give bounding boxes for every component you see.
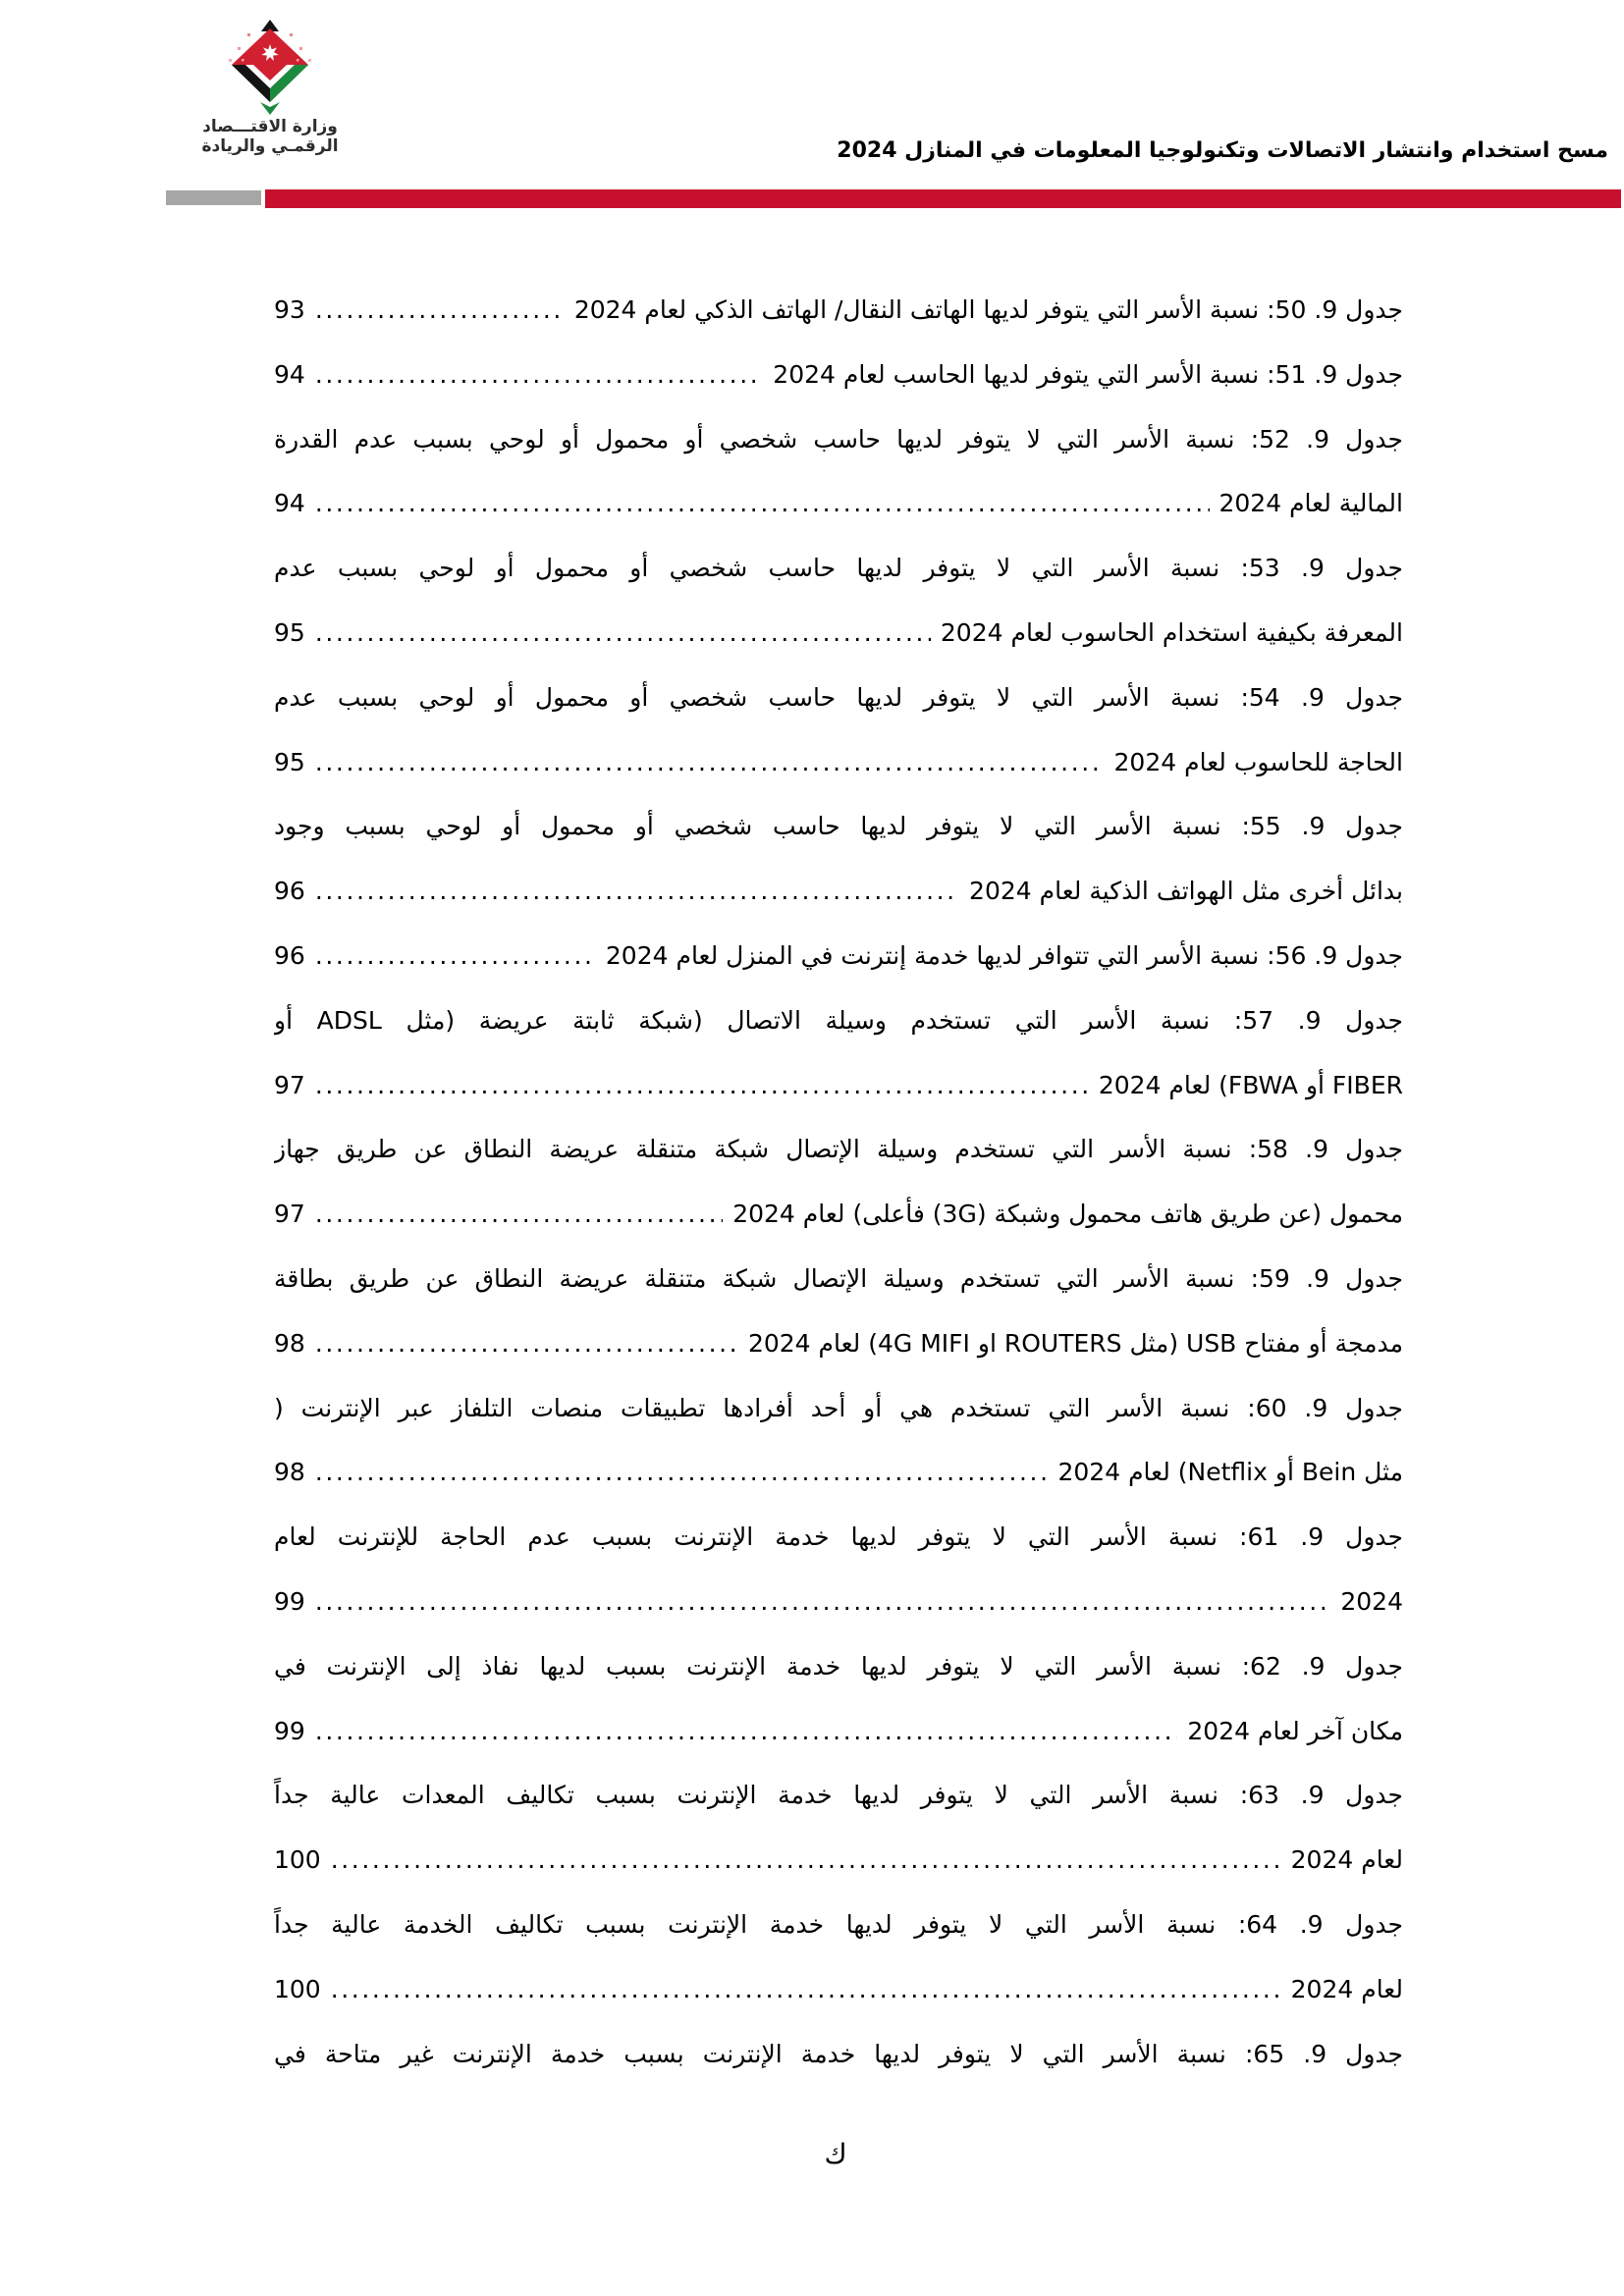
toc-entry-line [274,1182,1403,1247]
toc-page-number: 98 [274,1328,305,1358]
toc-entry-title: جدول 9. 53: نسبة الأسر التي لا يتوفر لديها حاسب شخصي أو محمول أو لوحي بسبب عدم [274,554,1403,583]
toc-entry-title-cont: بدائل أخرى مثل الهواتف الذكية لعام 2024 [969,877,1403,906]
toc-entry-title: جدول 9. 60: نسبة الأسر التي تستخدم هي أو أحد أفرادها تطبيقات منصات التلفاز عبر الإنترنت ( [274,1393,1403,1422]
toc-entry-title: جدول 9. 51: نسبة الأسر التي يتوفر لديها الحاسب لعام 2024 [773,359,1403,389]
toc-entry-title-cont: 2024 [1340,1586,1403,1616]
toc-page-number: 93 [274,295,305,324]
dot-leader [315,1699,1178,1764]
dot-leader [315,471,1210,536]
toc-entry[interactable] [274,407,1403,537]
toc-page-number: 98 [274,1458,305,1487]
toc-entry[interactable] [274,1247,1403,1376]
dot-leader [315,278,565,343]
toc-entry-line [274,1957,1403,2022]
ministry-emblem-icon [228,20,312,116]
toc-entry-line [274,1311,1403,1376]
toc-entry-title: جدول 9. 64: نسبة الأسر التي لا يتوفر لديها خدمة الإنترنت بسبب تكاليف الخدمة عالية جداً [274,1909,1403,1939]
toc-entry-line [274,343,1403,407]
toc-page-number: 97 [274,1200,305,1229]
toc-entry-line [274,278,1403,343]
dot-leader [315,1053,1089,1118]
toc-page-number: 96 [274,877,305,906]
dot-leader [315,1570,1331,1634]
toc-page-number: 96 [274,940,305,970]
toc-entry[interactable] [274,666,1403,795]
toc-entry[interactable] [274,1763,1403,1893]
toc-entry-title: جدول 9. 55: نسبة الأسر التي لا يتوفر لديها حاسب شخصي أو محمول أو لوحي بسبب وجود [274,812,1403,841]
toc-page-number: 99 [274,1586,305,1616]
toc-entry-title: جدول 9. 59: نسبة الأسر التي تستخدم وسيلة الإتصال شبكة متنقلة عريضة النطاق عن طريق بطاقة [274,1263,1403,1293]
toc-entry-title: جدول 9. 58: نسبة الأسر التي تستخدم وسيلة الإتصال شبكة متنقلة عريضة النطاق عن طريق جهاز [274,1135,1403,1164]
toc-entry-line [274,924,1403,988]
dot-leader [331,1957,1281,2022]
toc-page-number: 100 [274,1974,321,2003]
toc-page-number: 95 [274,747,305,776]
toc-entry-title: جدول 9. 54: نسبة الأسر التي لا يتوفر لديها حاسب شخصي أو محمول أو لوحي بسبب عدم [274,682,1403,712]
toc-entry[interactable] [274,1634,1403,1764]
toc-entry[interactable] [274,278,1403,343]
dot-leader [315,601,931,666]
table-of-contents [274,278,1403,2086]
toc-page-number: 97 [274,1070,305,1099]
toc-entry-title-cont: FIBER أو FBWA) لعام 2024 [1098,1070,1403,1099]
toc-entry-line [274,1699,1403,1764]
toc-entry-title: جدول 9. 62: نسبة الأسر التي لا يتوفر لديها خدمة الإنترنت بسبب لديها نفاذ إلى الإنترنت في [274,1651,1403,1681]
toc-entry-title-cont: مثل Bein أو Netflix) لعام 2024 [1057,1458,1403,1487]
toc-page-number: 99 [274,1716,305,1745]
dot-leader [315,924,596,988]
toc-entry-title-cont: الحاجة للحاسوب لعام 2024 [1113,747,1403,776]
document-title: مسح استخدام وانتشار الاتصالات وتكنولوجيا المعلومات في المنازل 2024 [837,138,1608,163]
dot-leader [315,1311,738,1376]
toc-entry-title: جدول 9. 63: نسبة الأسر التي لا يتوفر لديها خدمة الإنترنت بسبب تكاليف المعدات عالية جداً [274,1781,1403,1810]
toc-entry-title-cont: المالية لعام 2024 [1218,489,1403,518]
toc-page-number: 94 [274,359,305,389]
dot-leader [315,730,1105,795]
toc-entry[interactable] [274,988,1403,1118]
toc-entry-title-cont: المعرفة بكيفية استخدام الحاسوب لعام 2024 [940,617,1403,647]
header-rule-red [265,189,1621,208]
toc-entry-line [274,859,1403,924]
toc-entry-title-cont: لعام 2024 [1290,1845,1403,1875]
toc-entry[interactable] [274,536,1403,666]
toc-entry[interactable] [274,1505,1403,1634]
toc-entry-line [274,1570,1403,1634]
toc-entry[interactable] [274,1376,1403,1506]
toc-entry-title-cont: لعام 2024 [1290,1974,1403,2003]
toc-entry[interactable] [274,794,1403,924]
toc-entry-line [274,730,1403,795]
logo-line-1: وزارة الاقتـــصاد [202,117,338,136]
toc-entry-title: جدول 9. 50: نسبة الأسر التي يتوفر لديها الهاتف النقال/ الهاتف الذكي لعام 2024 [573,295,1403,324]
toc-entry-title: جدول 9. 52: نسبة الأسر التي لا يتوفر لديها حاسب شخصي أو محمول أو لوحي بسبب عدم القدرة [274,424,1403,454]
logo-line-2: الرقمـي والريادة [201,136,339,156]
ministry-logo-text [187,117,353,156]
toc-entry-title: جدول 9. 56: نسبة الأسر التي تتوافر لديها خدمة إنترنت في المنزل لعام 2024 [605,940,1403,970]
toc-entry-line [274,601,1403,666]
toc-entry[interactable] [274,924,1403,988]
dot-leader [315,859,959,924]
page-number: ك [824,2138,847,2170]
toc-entry-title: جدول 9. 57: نسبة الأسر التي تستخدم وسيلة الاتصال (شبكة ثابتة عريضة (مثل ADSL أو [274,1005,1403,1035]
toc-entry-title: جدول 9. 65: نسبة الأسر التي لا يتوفر لديها خدمة الإنترنت بسبب خدمة الإنترنت غير متاحة في [274,2039,1403,2068]
toc-page-number: 100 [274,1845,321,1875]
toc-entry-title-cont: مكان آخر لعام 2024 [1187,1716,1403,1745]
dot-leader [331,1828,1281,1893]
toc-entry[interactable] [274,2022,1403,2087]
toc-entry-line [274,471,1403,536]
dot-leader [315,1440,1049,1505]
toc-entry-title-cont: محمول (عن طريق هاتف محمول وشبكة (3G) فأعلى) لعام 2024 [732,1200,1403,1229]
dot-leader [315,343,763,407]
header-rule-gray [166,190,261,205]
toc-page-number: 94 [274,489,305,518]
toc-entry-title: جدول 9. 61: نسبة الأسر التي لا يتوفر لديها خدمة الإنترنت بسبب عدم الحاجة للإنترنت لعام [274,1522,1403,1552]
dot-leader [315,1182,723,1247]
toc-entry[interactable] [274,1893,1403,2022]
toc-entry[interactable] [274,1117,1403,1247]
toc-entry[interactable] [274,343,1403,407]
toc-entry-line [274,1440,1403,1505]
toc-entry-title-cont: مدمجة أو مفتاح USB (مثل ROUTERS او 4G MIFI) لعام 2024 [747,1328,1403,1358]
toc-entry-line [274,1828,1403,1893]
toc-page-number: 95 [274,617,305,647]
toc-entry-line [274,1053,1403,1118]
